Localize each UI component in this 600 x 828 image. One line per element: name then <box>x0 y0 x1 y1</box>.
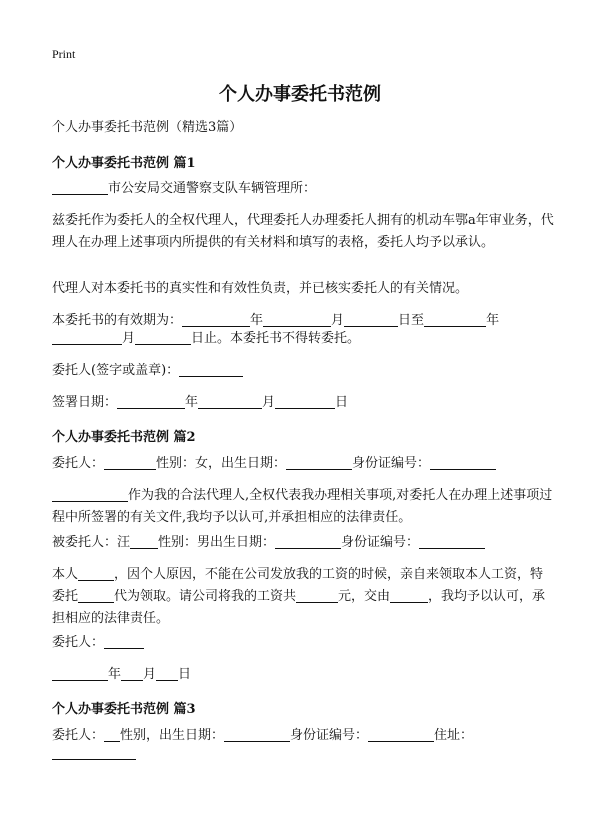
page-title: 个人办事委托书范例 <box>219 84 381 105</box>
para1-text: 作为我的合法代理人,全权代表我办理相关事项,对委托人在办理上述事项过程中所签署的有关文件,我均予以认可,并承担相应的法律责任。 <box>52 488 553 525</box>
section1-heading: 个人办事委托书范例 篇1 <box>52 156 196 171</box>
day-label: 日 <box>178 667 192 682</box>
section3-address-line <box>52 743 554 765</box>
section2-para2 <box>52 564 554 630</box>
blank-line[interactable] <box>117 395 185 409</box>
signer-label: 委托人(签字或盖章)： <box>52 363 180 378</box>
blank-line[interactable] <box>52 488 128 502</box>
blank-line[interactable] <box>156 667 178 681</box>
addressee-text: 市公安局交通警察支队车辆管理所： <box>108 181 317 196</box>
agent-label: 被委托人：汪 <box>52 535 131 550</box>
month-label: 月 <box>331 313 345 328</box>
blank-line[interactable] <box>182 313 250 327</box>
blank-line[interactable] <box>179 363 243 377</box>
gender-label: 性别：女，出生日期： <box>156 456 287 471</box>
blank-line[interactable] <box>121 667 143 681</box>
year-label: 年 <box>250 313 264 328</box>
section2-agent-line <box>52 532 554 554</box>
blank-line[interactable] <box>224 728 290 742</box>
blank-line[interactable] <box>78 567 114 581</box>
month-label: 月 <box>122 331 136 346</box>
blank-line[interactable] <box>344 313 398 327</box>
blank-line[interactable] <box>52 331 122 345</box>
para2-c: 代为领取。请公司将我的工资共 <box>114 589 297 604</box>
address-label: 住址： <box>434 728 474 743</box>
signer-line <box>52 360 554 382</box>
validity-label: 本委托书的有效期为： <box>52 313 183 328</box>
blank-line[interactable] <box>424 313 486 327</box>
para2-b: ，因个人原因，不能在公司发放我的工资的时候，亲自来领取本人工资，特委托 <box>52 567 544 604</box>
section2-heading: 个人办事委托书范例 篇2 <box>52 430 196 445</box>
validity-end: 日止。本委托书不得转委托。 <box>191 331 361 346</box>
blank-line[interactable] <box>419 535 485 549</box>
blank-line[interactable] <box>263 313 331 327</box>
blank-line[interactable] <box>135 331 191 345</box>
blank-line[interactable] <box>104 635 144 649</box>
principal-label: 委托人： <box>52 728 105 743</box>
blank-line[interactable] <box>52 667 108 681</box>
date-label: 签署日期： <box>52 395 118 410</box>
principal-label: 委托人： <box>52 456 105 471</box>
day-label: 日 <box>335 395 349 410</box>
para2-e: ，我均予以认可，承担相应的法律责任。 <box>52 589 546 626</box>
month-label: 月 <box>143 667 157 682</box>
para2-a: 本人 <box>52 567 79 582</box>
validity-line2 <box>52 328 554 350</box>
id-label: 身份证编号： <box>290 728 369 743</box>
date-line <box>52 392 554 414</box>
id-label: 身份证编号： <box>352 456 431 471</box>
to-label: 日至 <box>398 313 425 328</box>
blank-line[interactable] <box>275 535 341 549</box>
year-label: 年 <box>486 313 500 328</box>
blank-line[interactable] <box>78 589 114 603</box>
blank-line[interactable] <box>130 535 158 549</box>
year-label: 年 <box>108 667 122 682</box>
section1-addressee <box>52 178 554 200</box>
section2-principal-line <box>52 453 554 475</box>
section1-para1: 兹委托作为委托人的全权代理人，代理委托人办理委托人拥有的机动车鄂a年审业务，代理人在办理上述事项内所提供的有关材料和填写的表格，委托人均予以承认。 <box>52 213 554 250</box>
blank-line[interactable] <box>198 395 262 409</box>
section2-date-line <box>52 664 554 686</box>
section3-heading: 个人办事委托书范例 篇3 <box>52 702 196 717</box>
blank-line[interactable] <box>52 746 136 760</box>
print-link[interactable]: Print <box>52 47 76 61</box>
blank-line[interactable] <box>286 456 352 470</box>
section2-sign-line <box>52 632 554 654</box>
gender-label: 性别，出生日期： <box>120 728 225 743</box>
section1-para2: 代理人对本委托书的真实性和有效性负责，并已核实委托人的有关情况。 <box>52 281 469 296</box>
gender-label: 性别：男出生日期： <box>158 535 276 550</box>
subtitle: 个人办事委托书范例（精选3篇） <box>52 120 243 135</box>
id-label: 身份证编号： <box>341 535 420 550</box>
blank-line[interactable] <box>52 181 108 195</box>
blank-line[interactable] <box>390 589 428 603</box>
month-label: 月 <box>262 395 276 410</box>
year-label: 年 <box>185 395 199 410</box>
section2-para1 <box>52 485 554 529</box>
blank-line[interactable] <box>296 589 338 603</box>
blank-line[interactable] <box>104 456 156 470</box>
blank-line[interactable] <box>275 395 335 409</box>
blank-line[interactable] <box>104 728 120 742</box>
blank-line[interactable] <box>368 728 434 742</box>
blank-line[interactable] <box>430 456 496 470</box>
principal-sign-label: 委托人： <box>52 635 105 650</box>
para2-d: 元，交由 <box>338 589 391 604</box>
